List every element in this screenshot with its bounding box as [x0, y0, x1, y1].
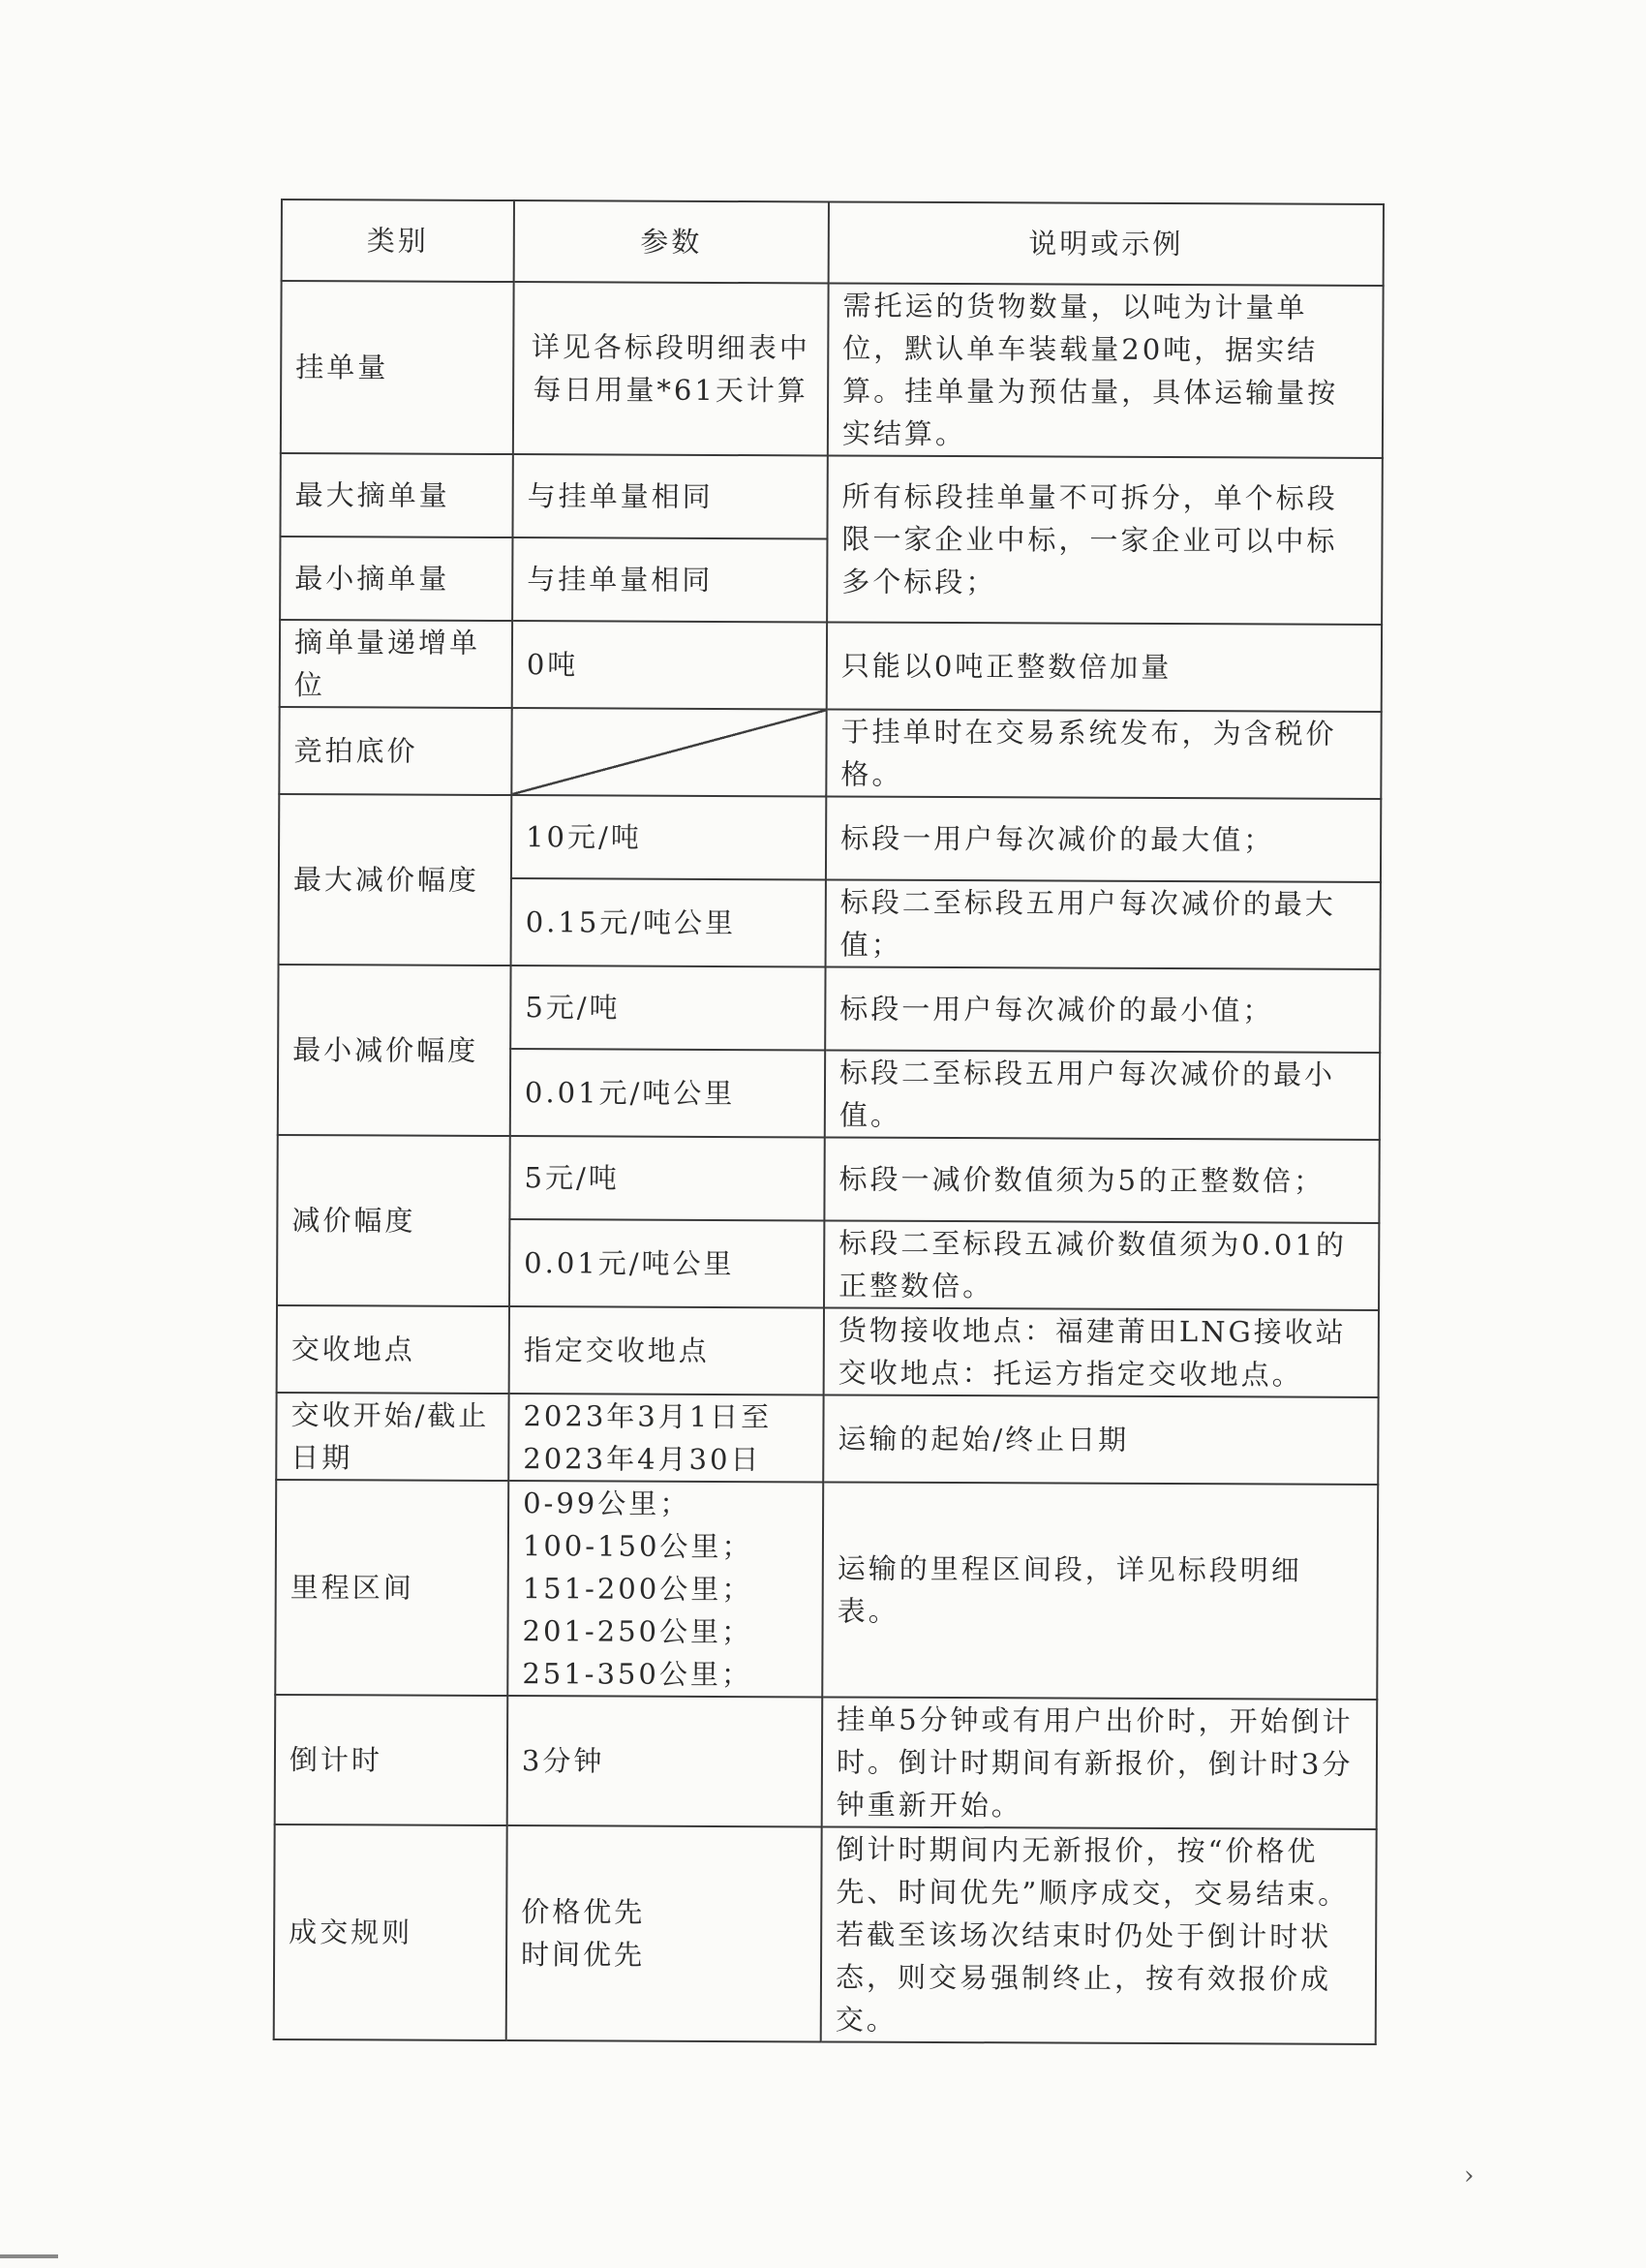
description-cell: 标段二至标段五减价数值须为0.01的正整数倍。	[824, 1220, 1379, 1309]
parameter-cell: 0吨	[512, 621, 827, 709]
parameter-cell: 2023年3月1日至2023年4月30日	[508, 1394, 823, 1482]
description-cell: 标段一减价数值须为5的正整数倍；	[824, 1137, 1379, 1222]
category-cell: 倒计时	[275, 1695, 508, 1825]
parameter-cell: 指定交收地点	[509, 1306, 824, 1395]
category-cell: 交收开始/截止日期	[276, 1393, 508, 1481]
description-cell: 只能以0吨正整数倍加量	[827, 622, 1382, 711]
description-cell: 货物接收地点：福建莆田LNG接收站 交收地点：托运方指定交收地点。	[824, 1307, 1379, 1396]
description-cell: 需托运的货物数量，以吨为计量单位，默认单车装载量20吨，据实结算。挂单量为预估量，具体运输量按实结算。	[828, 283, 1384, 457]
table-row	[279, 707, 1381, 799]
description-cell: 挂单5分钟或有用户出价时，开始倒计时。倒计时期间有新报价，倒计时3分钟重新开始。	[822, 1697, 1378, 1828]
parameter-cell: 价格优先 时间优先	[506, 1825, 822, 2041]
parameter-cell: 3分钟	[507, 1696, 823, 1826]
table-row	[280, 453, 1382, 541]
parameter-cell: 5元/吨	[510, 965, 825, 1050]
table-row	[275, 1695, 1378, 1829]
table-row	[275, 1480, 1378, 1700]
parameter-cell: 5元/吨	[509, 1136, 824, 1220]
parameter-cell: 10元/吨	[511, 795, 826, 879]
table-row	[277, 1305, 1379, 1397]
category-cell: 最大减价幅度	[279, 794, 512, 965]
table-row	[280, 620, 1382, 712]
description-cell: 标段二至标段五用户每次减价的最大值；	[826, 879, 1381, 968]
parameter-cell: 0.15元/吨公里	[511, 878, 826, 966]
parameter-cell: 0.01元/吨公里	[510, 1049, 825, 1137]
table-row	[276, 1393, 1378, 1485]
table-row	[281, 281, 1384, 458]
description-cell: 运输的里程区间段，详见标段明细表。	[822, 1482, 1378, 1699]
parameter-cell: 与挂单量相同	[512, 454, 827, 538]
category-cell: 交收地点	[277, 1305, 509, 1394]
table-row	[274, 1824, 1377, 2044]
header-description: 说明或示例	[829, 201, 1384, 285]
empty-diagonal-cell	[511, 708, 826, 796]
parameter-cell: 0.01元/吨公里	[509, 1219, 824, 1307]
header-parameter: 参数	[514, 200, 829, 283]
table-row	[277, 1135, 1379, 1223]
category-cell: 最大摘单量	[280, 453, 512, 537]
scan-edge-mark	[0, 2254, 58, 2258]
description-cell: 于挂单时在交易系统发布，为含税价格。	[826, 709, 1381, 798]
description-cell: 所有标段挂单量不可拆分，单个标段限一家企业中标，一家企业可以中标多个标段；	[827, 455, 1383, 624]
description-cell: 标段二至标段五用户每次减价的最小值。	[825, 1050, 1380, 1139]
description-cell: 标段一用户每次减价的最大值；	[826, 796, 1381, 881]
description-cell: 运输的起始/终止日期	[823, 1395, 1378, 1484]
description-cell: 倒计时期间内无新报价，按“价格优先、时间优先”顺序成交，交易结束。若截至该场次结束时仍处于倒计时状态，则交易强制终止，按有效报价成交。	[821, 1826, 1377, 2043]
table-row	[278, 965, 1380, 1053]
category-cell: 挂单量	[281, 281, 514, 454]
parameter-cell: 与挂单量相同	[512, 537, 827, 622]
parameter-cell: 详见各标段明细表中每日用量*61天计算	[513, 282, 829, 455]
category-cell: 里程区间	[275, 1480, 508, 1696]
page-mark: ›	[1464, 2161, 1475, 2191]
table-row	[279, 794, 1381, 882]
category-cell: 成交规则	[274, 1824, 507, 2040]
description-cell: 标段一用户每次减价的最小值；	[825, 966, 1380, 1052]
header-category: 类别	[282, 199, 514, 282]
parameter-cell: 0-99公里； 100-150公里； 151-200公里； 201-250公里； 251-350公里；	[507, 1481, 823, 1697]
category-cell: 竞拍底价	[279, 707, 511, 795]
table-header-row	[282, 199, 1384, 286]
category-cell: 最小减价幅度	[278, 965, 511, 1136]
category-cell: 减价幅度	[277, 1135, 510, 1306]
category-cell: 摘单量递增单位	[280, 620, 512, 708]
parameter-table	[273, 199, 1385, 2045]
category-cell: 最小摘单量	[280, 536, 512, 621]
